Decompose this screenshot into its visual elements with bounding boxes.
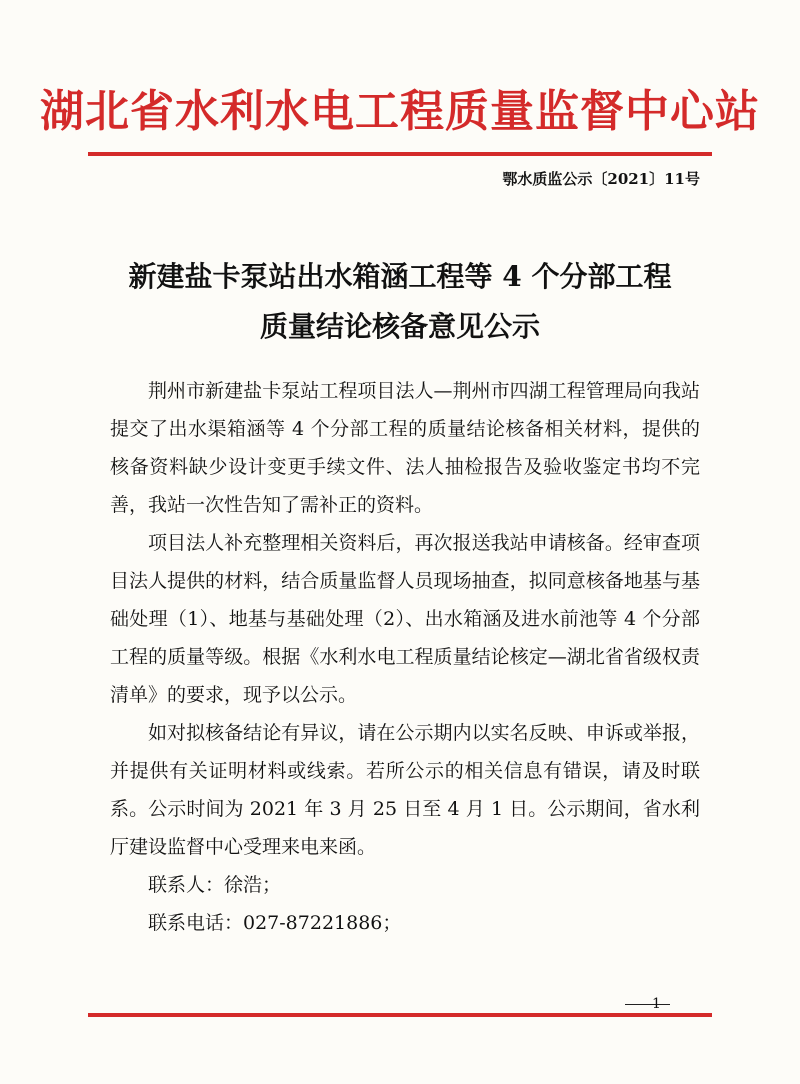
footer-red-rule bbox=[88, 1013, 712, 1017]
document-title bbox=[0, 252, 800, 352]
contact-phone: 联系电话：027-87221886； bbox=[148, 912, 402, 934]
agency-header-title: 湖北省水利水电工程质量监督中心站 bbox=[40, 86, 760, 137]
page-number: 1 bbox=[652, 996, 661, 1012]
document-body bbox=[110, 372, 700, 942]
paragraph-2: 项目法人补充整理相关资料后，再次报送我站申请核备。经审查项目法人提供的材料，结合质量监督人员现场抽查，拟同意核备地基与基础处理（1）、地基与基础处理（2）、出水箱涵及进水前池等 4 个分部工程的质量等级。根据《水利水电工程质量结论核定—湖北省省级权责清单》的要求，现予以公示。 bbox=[110, 532, 700, 706]
title-line-1: 新建盐卡泵站出水箱涵工程等 4 个分部工程 bbox=[128, 260, 672, 293]
paragraph-3: 如对拟核备结论有异议，请在公示期内以实名反映、申诉或举报，并提供有关证明材料或线索。若所公示的相关信息有错误，请及时联系。公示时间为 2021 年 3 月 25 日至 4 月 1 日。公示期间，省水利厅建设监督中心受理来电来函。 bbox=[110, 722, 700, 858]
document-number: 鄂水质监公示〔2021〕11号 bbox=[502, 170, 700, 188]
contact-person: 联系人：徐浩； bbox=[148, 874, 282, 896]
paragraph-1: 荆州市新建盐卡泵站工程项目法人—荆州市四湖工程管理局向我站提交了出水渠箱涵等 4 个分部工程的质量结论核备相关材料，提供的核备资料缺少设计变更手续文件、法人抽检报告及验收鉴定书均不完善，我站一次性告知了需补正的资料。 bbox=[110, 380, 700, 516]
header-red-rule bbox=[88, 152, 712, 156]
title-line-2: 质量结论核备意见公示 bbox=[259, 310, 540, 343]
page-number-line bbox=[625, 1004, 670, 1005]
